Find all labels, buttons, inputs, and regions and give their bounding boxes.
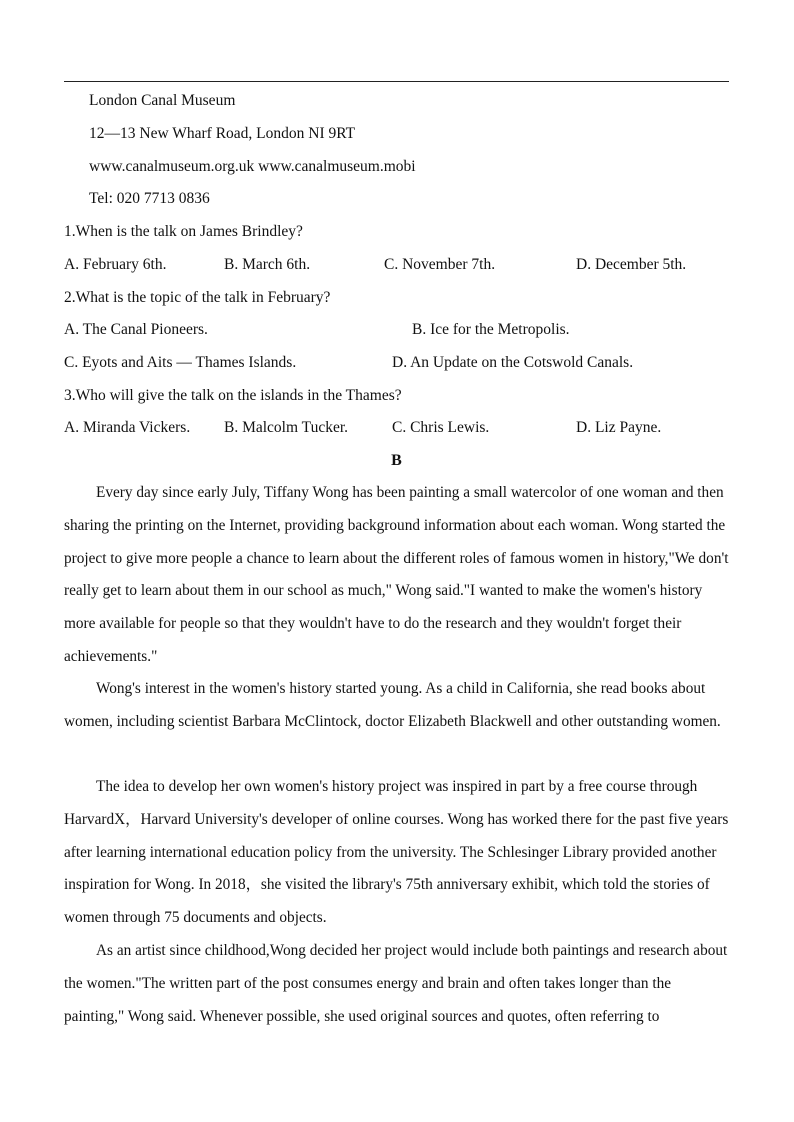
- question-2-option-b: B. Ice for the Metropolis.: [412, 321, 570, 338]
- question-1-option-d: D. December 5th.: [576, 256, 687, 273]
- museum-name: London Canal Museum: [89, 92, 236, 109]
- passage-paragraph-4: As an artist since childhood,Wong decided her project would include both paintings and research about the women."The written part of the post consumes energy and brain and often takes longer than the painting," Wong said. Whenever possible, she used original sources and quotes, often referring to: [64, 942, 728, 1025]
- question-1-option-c: C. November 7th.: [384, 256, 496, 273]
- passage-paragraph-1: Every day since early July, Tiffany Wong has been painting a small watercolor of one woman and then sharing the printing on the Internet, providing background information about each woman. Wong started the project to give more people a chance to learn about the different roles of famous women in history,"We don't really get to learn about them in our school as much," Wong said."I wanted to make the women's history more available for people so that they wouldn't have to do the research and they wouldn't forget their achievements.": [64, 484, 729, 665]
- question-3-option-d: D. Liz Payne.: [576, 419, 662, 436]
- museum-web: www.canalmuseum.org.uk www.canalmuseum.mobi: [89, 158, 416, 175]
- question-1-option-b: B. March 6th.: [224, 256, 311, 273]
- question-1-stem: 1.When is the talk on James Brindley?: [64, 223, 303, 240]
- museum-tel: Tel: 020 7713 0836: [89, 190, 210, 207]
- question-3-stem: 3.Who will give the talk on the islands in the Thames?: [64, 387, 402, 404]
- header-rule: [64, 81, 729, 82]
- question-2-option-c: C. Eyots and Aits — Thames Islands.: [64, 354, 297, 371]
- passage-paragraph-3: The idea to develop her own women's history project was inspired in part by a free course through HarvardX，Harvard University's developer of online courses. Wong has worked there for the past five years after learning international education policy from the university. The Schlesinger Library provided another inspiration for Wong. In 2018，she visited the library's 75th anniversary exhibit, which told the stories of women through 75 documents and objects.: [64, 778, 729, 927]
- question-2-option-d: D. An Update on the Cotswold Canals.: [392, 354, 634, 371]
- passage-paragraph-2: Wong's interest in the women's history started young. As a child in California, she read books about women, including scientist Barbara McClintock, doctor Elizabeth Blackwell and other outstanding women.: [64, 680, 721, 730]
- question-3-option-c: C. Chris Lewis.: [392, 419, 490, 436]
- museum-street: 12—13 New Wharf Road, London NI 9RT: [89, 125, 356, 142]
- question-3-option-b: B. Malcolm Tucker.: [224, 419, 349, 436]
- question-3-option-a: A. Miranda Vickers.: [64, 419, 191, 436]
- section-b-heading: B: [391, 452, 402, 469]
- question-2-stem: 2.What is the topic of the talk in February?: [64, 289, 331, 306]
- question-1-option-a: A. February 6th.: [64, 256, 167, 273]
- question-2-option-a: A. The Canal Pioneers.: [64, 321, 208, 338]
